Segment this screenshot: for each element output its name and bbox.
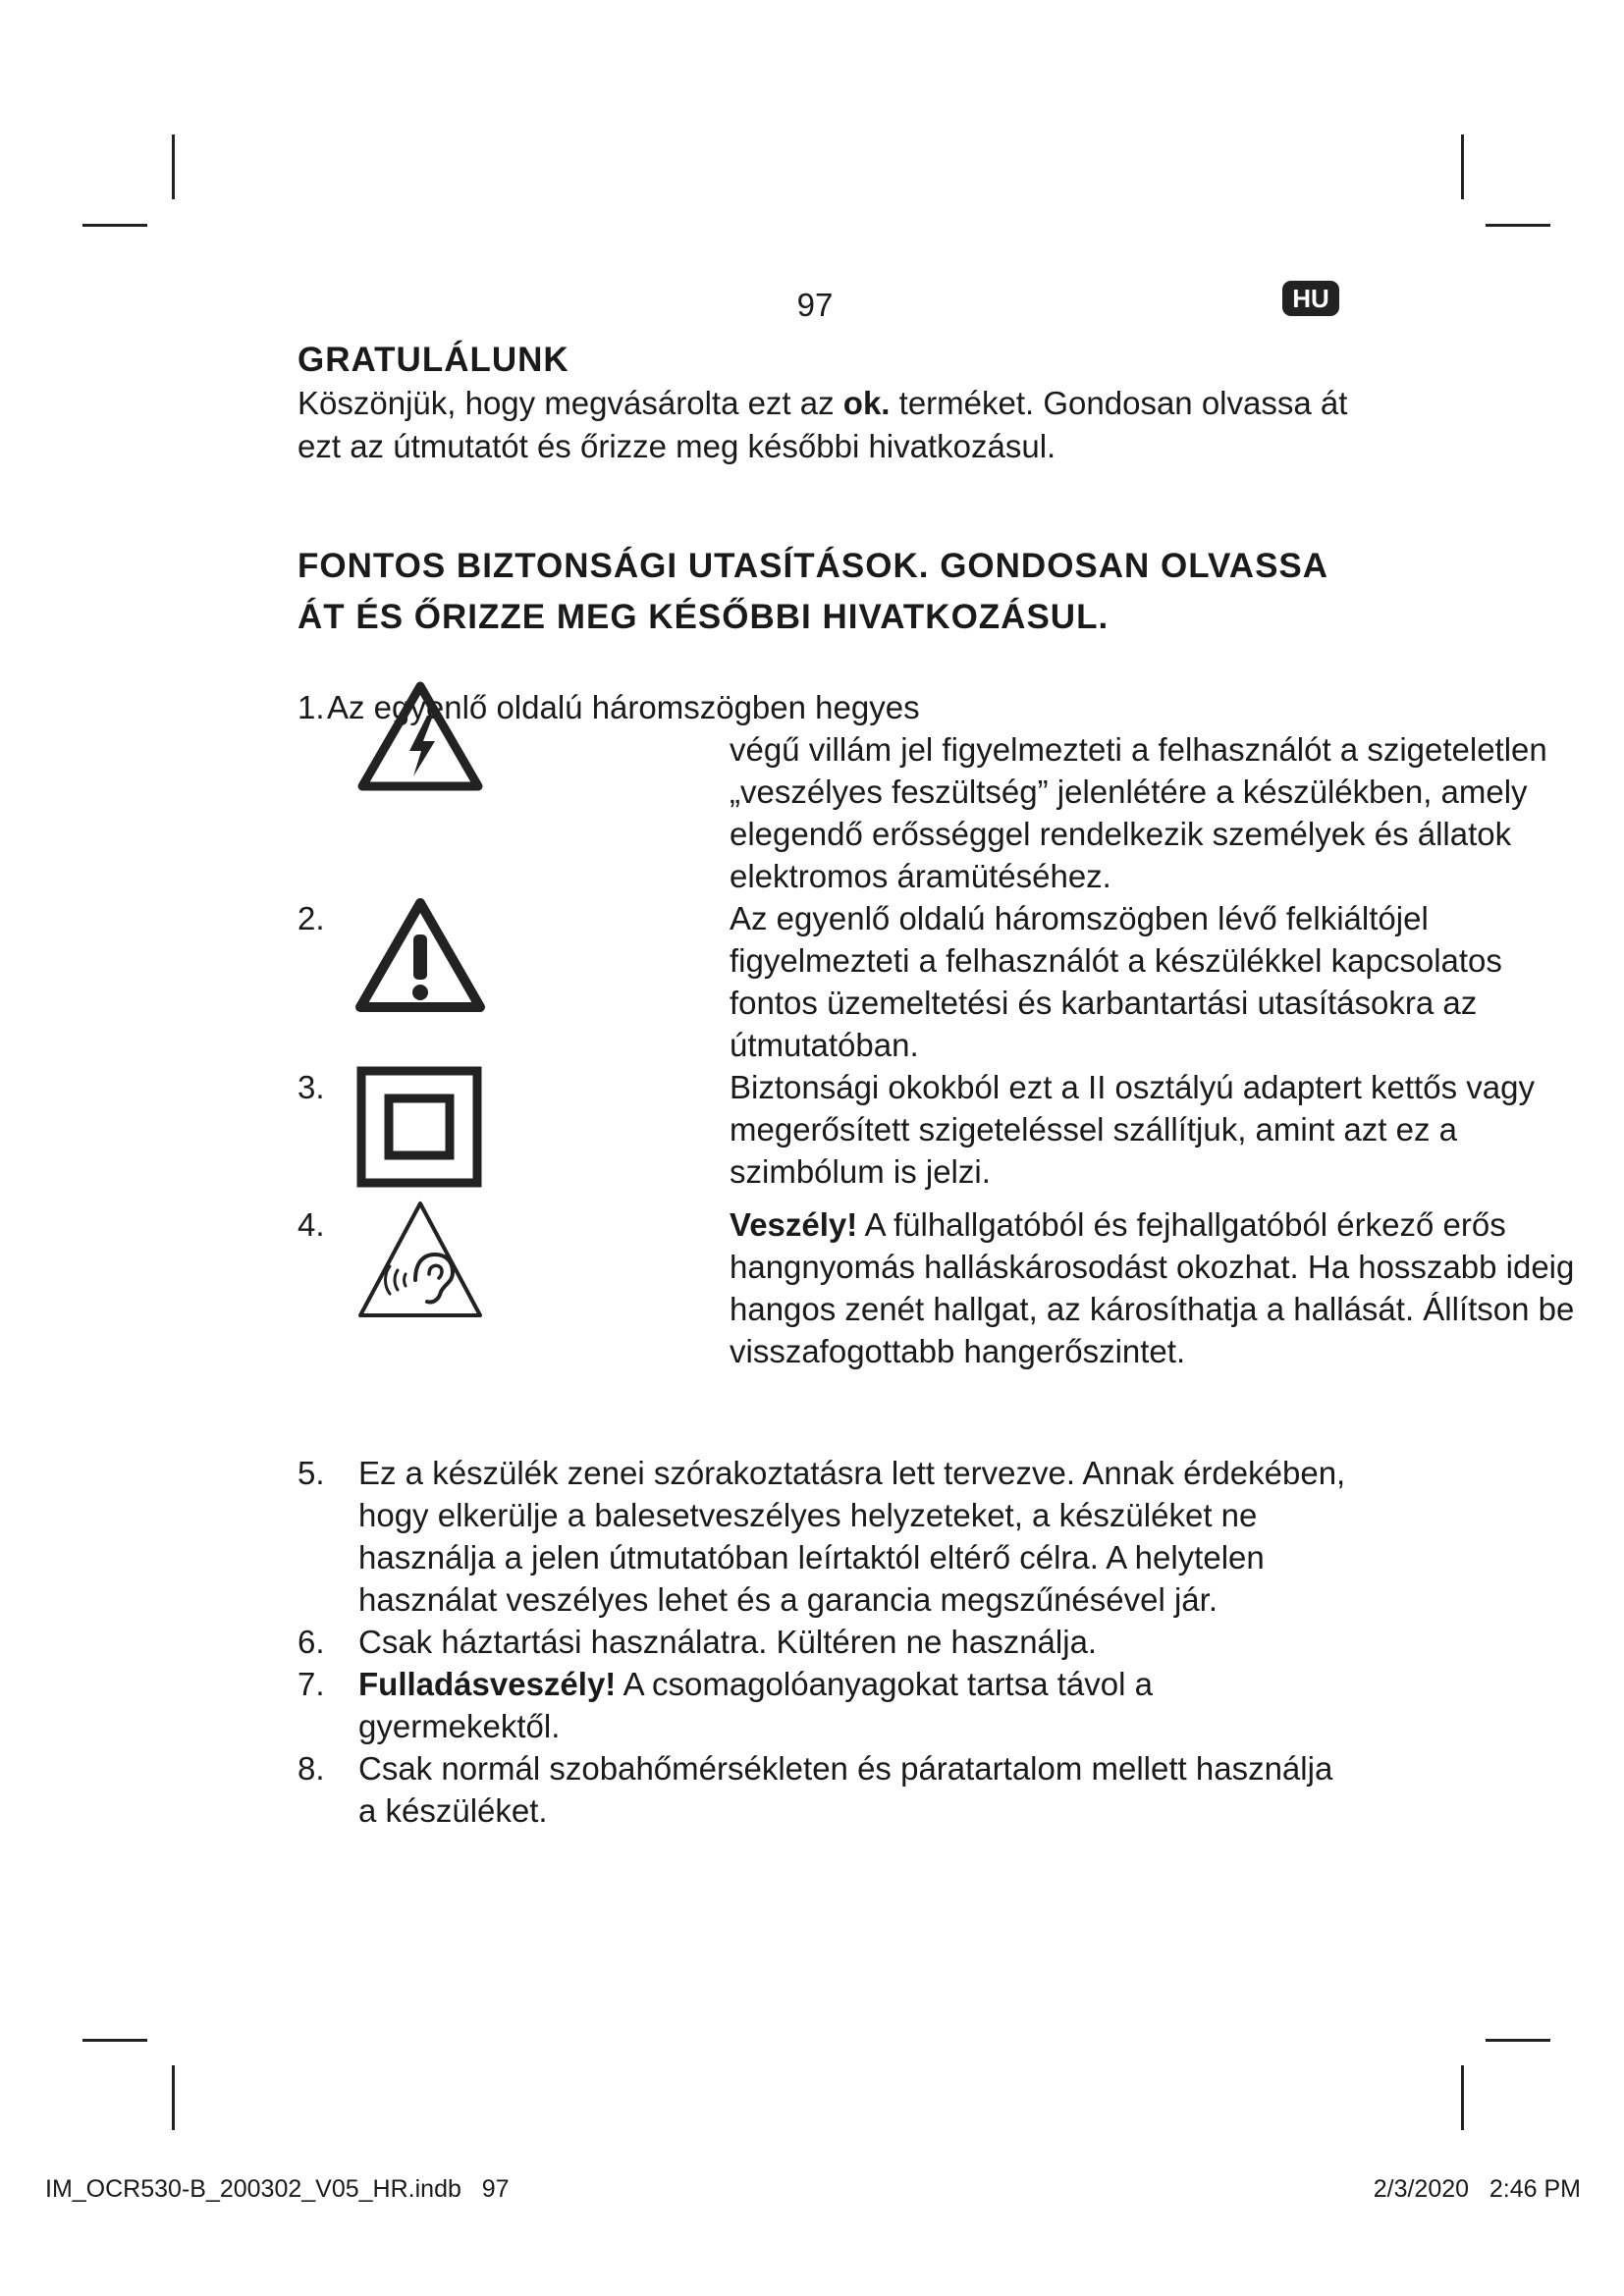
crop-mark bbox=[172, 134, 175, 199]
symbol-item bbox=[298, 1066, 1535, 1203]
lightning-warning-icon bbox=[356, 680, 484, 794]
intro-text-part: Köszönjük, hogy megvásárolta ezt az bbox=[298, 385, 843, 421]
list-item bbox=[298, 1663, 1348, 1747]
rule-list bbox=[298, 1452, 1348, 1832]
safety-heading: FONTOS BIZTONSÁGI UTASÍTÁSOK. GONDOSAN OLVASSA ÁT ÉS ŐRIZZE MEG KÉSŐBBI HIVATKOZÁSUL. bbox=[298, 547, 1327, 636]
item-lead: Az egyenlő oldalú háromszögben hegyes bbox=[327, 689, 920, 725]
footer-file-info: IM_OCR530-B_200302_V05_HR.indb 97 bbox=[45, 2175, 510, 2203]
crop-mark bbox=[1461, 134, 1464, 199]
intro-text bbox=[298, 382, 1348, 468]
brand-name: ok. bbox=[842, 385, 891, 421]
item-number: 8. bbox=[298, 1750, 325, 1787]
hearing-warning-icon bbox=[354, 1198, 486, 1323]
item-number: 2. bbox=[298, 900, 325, 936]
warning-label: Fulladásveszély! bbox=[358, 1666, 617, 1702]
double-insulation-icon bbox=[356, 1066, 482, 1188]
crop-mark bbox=[82, 2039, 147, 2042]
list-item bbox=[298, 1452, 1348, 1621]
item-text: Az egyenlő oldalú háromszögben lévő felkiáltójel figyelmezteti a felhasználót a készülékkel kapcsolatos fontos üzemeltetési és karbantartási utasításokra az útmutatóban. bbox=[730, 900, 1502, 1063]
symbol-item bbox=[298, 686, 1547, 897]
language-badge: HU bbox=[1282, 281, 1339, 316]
page-number: 97 bbox=[796, 287, 834, 323]
item-number: 4. bbox=[298, 1206, 325, 1243]
item-number: 3. bbox=[298, 1069, 325, 1105]
symbol-item bbox=[298, 897, 1502, 1066]
symbol-list bbox=[298, 686, 1575, 1415]
item-text: Csak háztartási használatra. Kültéren ne használja. bbox=[358, 1624, 1098, 1660]
item-text: végű villám jel figyelmezteti a felhasználót a szigeteletlen „veszélyes feszültség” jelenlétére a készülékben, amely elegendő erősséggel rendelkezik személyek és állatok elektromos áramütéséhez. bbox=[730, 731, 1547, 894]
crop-mark bbox=[172, 2065, 175, 2130]
footer-datetime: 2/3/2020 2:46 PM bbox=[1373, 2175, 1581, 2203]
item-text-part: A fülhallgatóból és fejhallgatóból érkező erős hangnyomás halláskárosodást okozhat. Ha hosszabb ideig hangos zenét hallgat, az károsíthatja a hallását. Állítson be visszafogottabb hangerőszintet. bbox=[730, 1206, 1575, 1369]
item-number: 7. bbox=[298, 1666, 325, 1702]
intro-text-part: terméket. Gondosan olvassa át ezt az útmutatót és őrizze meg későbbi hivatkozásul. bbox=[298, 385, 1348, 464]
page-content bbox=[298, 339, 1575, 1832]
intro-heading: GRATULÁLUNK bbox=[298, 341, 569, 379]
item-text: Biztonsági okokból ezt a II osztályú adaptert kettős vagy megerősített szigeteléssel szállítjuk, amint azt ez a szimbólum is jelzi. bbox=[730, 1069, 1535, 1190]
list-item bbox=[298, 1747, 1348, 1832]
item-text-part: A csomagolóanyagokat tartsa távol a gyermekektől. bbox=[358, 1666, 1153, 1744]
item-text: Csak normál szobahőmérsékleten és páratartalom mellett használja a készüléket. bbox=[358, 1750, 1333, 1829]
item-number: 1. bbox=[298, 689, 325, 725]
symbol-item bbox=[298, 1203, 1575, 1415]
warning-label: Veszély! bbox=[730, 1206, 858, 1243]
item-number: 5. bbox=[298, 1455, 325, 1491]
crop-mark bbox=[1486, 2039, 1550, 2042]
crop-mark bbox=[1461, 2065, 1464, 2130]
exclamation-warning-icon bbox=[354, 895, 486, 1015]
list-item bbox=[298, 1621, 1348, 1663]
item-text bbox=[358, 1663, 1348, 1747]
crop-mark bbox=[82, 224, 147, 227]
item-number: 6. bbox=[298, 1624, 325, 1660]
item-text: Ez a készülék zenei szórakoztatásra lett tervezve. Annak érdekében, hogy elkerülje a balesetveszélyes helyzeteket, a készüléket ne használja a jelen útmutatóban leírtaktól eltérő célra. A helytelen használat veszélyes lehet és a garancia megszűnésével jár. bbox=[358, 1455, 1346, 1618]
crop-mark bbox=[1486, 224, 1550, 227]
item-text bbox=[730, 1203, 1594, 1372]
